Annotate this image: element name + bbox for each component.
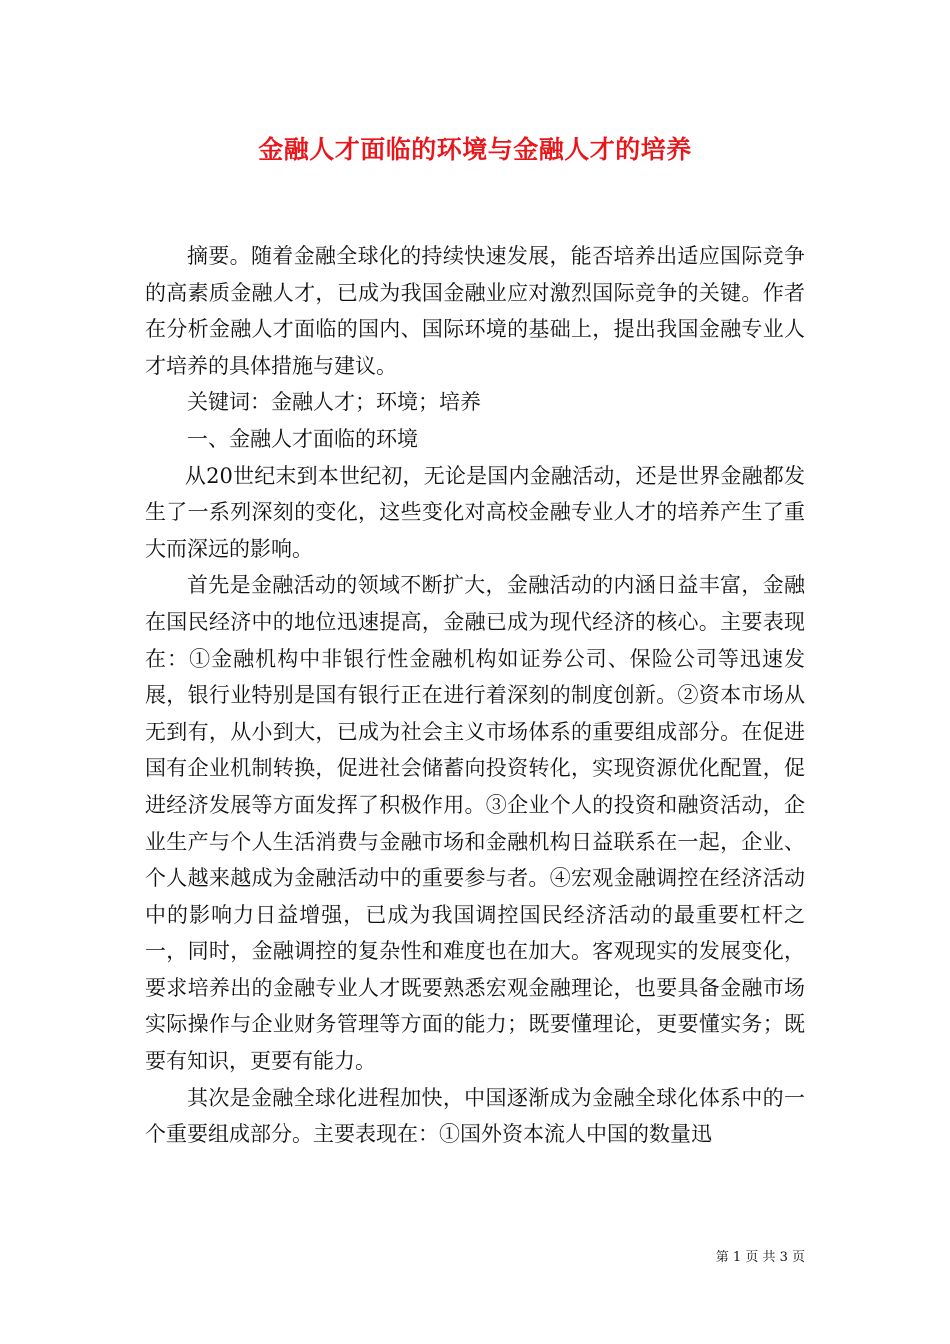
document-title: 金融人才面临的环境与金融人才的培养 [258, 135, 692, 164]
document-body [145, 238, 805, 1153]
body-paragraph: 其次是金融全球化进程加快，中国逐渐成为金融全球化体系中的一个重要组成部分。主要表现在：①国外资本流人中国的数量迅 [145, 1085, 805, 1147]
page-number-footer: 第 1 页 共 3 页 [715, 1250, 805, 1265]
keywords-paragraph: 关键词：金融人才；环境；培养 [187, 390, 481, 415]
body-paragraph: 首先是金融活动的领域不断扩大，金融活动的内涵日益丰富，金融在国民经济中的地位迅速提高，金融已成为现代经济的核心。主要表现在：①金融机构中非银行性金融机构如证券公司、保险公司等迅速发展，银行业特别是国有银行正在进行着深刻的制度创新。②资本市场从无到有，从小到大，已成为社会主义市场体系的重要组成部分。在促进国有企业机制转换，促进社会储蓄向投资转化，实现资源优化配置，促进经济发展等方面发挥了积极作用。③企业个人的投资和融资活动，企业生产与个人生活消费与金融市场和金融机构日益联系在一起，企业、个人越来越成为金融活动中的重要参与者。④宏观金融调控在经济活动中的影响力日益增强，已成为我国调控国民经济活动的最重要杠杆之一，同时，金融调控的复杂性和难度也在加大。客观现实的发展变化，要求培养出的金融专业人才既要熟悉宏观金融理论，也要具备金融市场实际操作与企业财务管理等方面的能力；既要懂理论，更要懂实务；既要有知识，更要有能力。 [145, 573, 805, 1074]
section-heading: 一、金融人才面临的环境 [187, 426, 418, 451]
body-paragraph: 从20世纪末到本世纪初，无论是国内金融活动，还是世界金融都发生了一系列深刻的变化，这些变化对高校金融专业人才的培养产生了重大而深远的影响。 [145, 463, 805, 561]
abstract-paragraph: 摘要。随着金融全球化的持续快速发展，能否培养出适应国际竞争的高素质金融人才，已成为我国金融业应对激烈国际竞争的关键。作者在分析金融人才面临的国内、国际环境的基础上，提出我国金融专业人才培养的具体措施与建议。 [145, 244, 805, 378]
